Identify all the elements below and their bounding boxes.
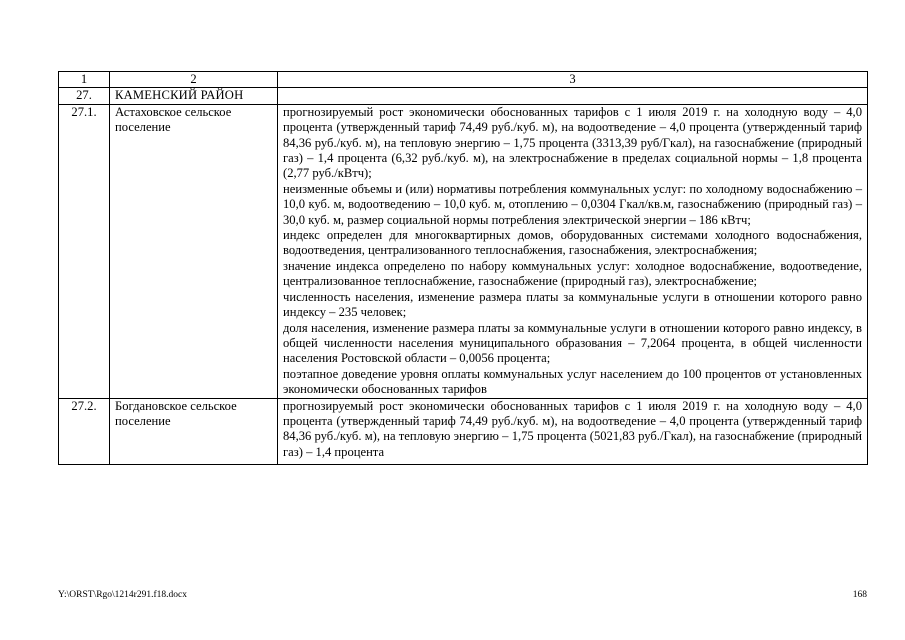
header-col-1: 1 [59, 72, 110, 88]
paragraph: численность населения, изменение размера платы за коммунальные услуги в отношении которого равно индексу – 235 человек; [283, 289, 862, 320]
paragraph: неизменные объемы и (или) нормативы потребления коммунальных услуг: по холодному водоснабжению – 10,0 куб. м, водоотведению – 10,0 куб. м, отоплению – 0,0304 Гкал/кв.м, газоснабжению (природный газ) – 30,0 куб. м, размер социальной нормы потребления электрической энергии – 186 кВтч; [283, 181, 862, 227]
region-name: КАМЕНСКИЙ РАЙОН [110, 88, 278, 104]
header-col-3: 3 [278, 72, 868, 88]
row-number: 27.2. [59, 398, 110, 465]
table-row [59, 104, 868, 398]
paragraph: индекс определен для многоквартирных домов, оборудованных системами холодного водоснабжения, водоотведения, централизованного теплоснабжения, газоснабжения, электроснабжения; [283, 228, 862, 258]
paragraph: доля населения, изменение размера платы за коммунальные услуги в отношении которого равно индексу, в общей численности населения муниципального образования – 7,2064 процента, в общей численности населения Ростовской области – 0,0056 процента; [283, 320, 862, 366]
settlement-name: Астаховское сельское поселение [110, 104, 278, 398]
row-number: 27.1. [59, 104, 110, 398]
row-description [278, 398, 868, 465]
row-description [278, 104, 868, 398]
paragraph: прогнозируемый рост экономически обоснованных тарифов с 1 июля 2019 г. на холодную воду – 4,0 процента (утвержденный тариф 74,49 руб./куб. м), на водоотведение – 4,0 процента (утвержденный тариф 84,36 руб./куб. м), на тепловую энергию – 1,75 процента (3313,39 руб/Гкал), на газоснабжение (природный газ) – 1,4 процента (6,32 руб./куб. м), на электроснабжение в пределах социальной нормы – 1,8 процента (2,77 руб./кВтч); [283, 104, 862, 181]
table-row [59, 398, 868, 465]
tariff-table [58, 71, 868, 465]
region-number: 27. [59, 88, 110, 104]
region-empty-cell [278, 88, 868, 104]
paragraph: прогнозируемый рост экономически обоснованных тарифов с 1 июля 2019 г. на холодную воду – 4,0 процента (утвержденный тариф 74,49 руб./куб. м), на водоотведение – 4,0 процента (утвержденный тариф 84,36 руб./куб. м), на тепловую энергию – 1,75 процента (5021,83 руб./Гкал), на газоснабжение (природный газ) – 1,4 процента [283, 398, 862, 459]
footer-page-number: 168 [852, 590, 867, 600]
table-header-row [59, 72, 868, 88]
footer-file-path: Y:\ORST\Rgo\1214r291.f18.docx [58, 590, 187, 600]
region-row [59, 88, 868, 104]
settlement-name: Богдановское сельское поселение [110, 398, 278, 465]
paragraph: поэтапное доведение уровня оплаты коммунальных услуг населением до 100 процентов от установленных экономически обоснованных тарифов [283, 366, 862, 397]
paragraph: значение индекса определено по набору коммунальных услуг: холодное водоснабжение, водоотведение, централизованное теплоснабжение, газоснабжение (природный газ), электроснабжение; [283, 258, 862, 289]
header-col-2: 2 [110, 72, 278, 88]
